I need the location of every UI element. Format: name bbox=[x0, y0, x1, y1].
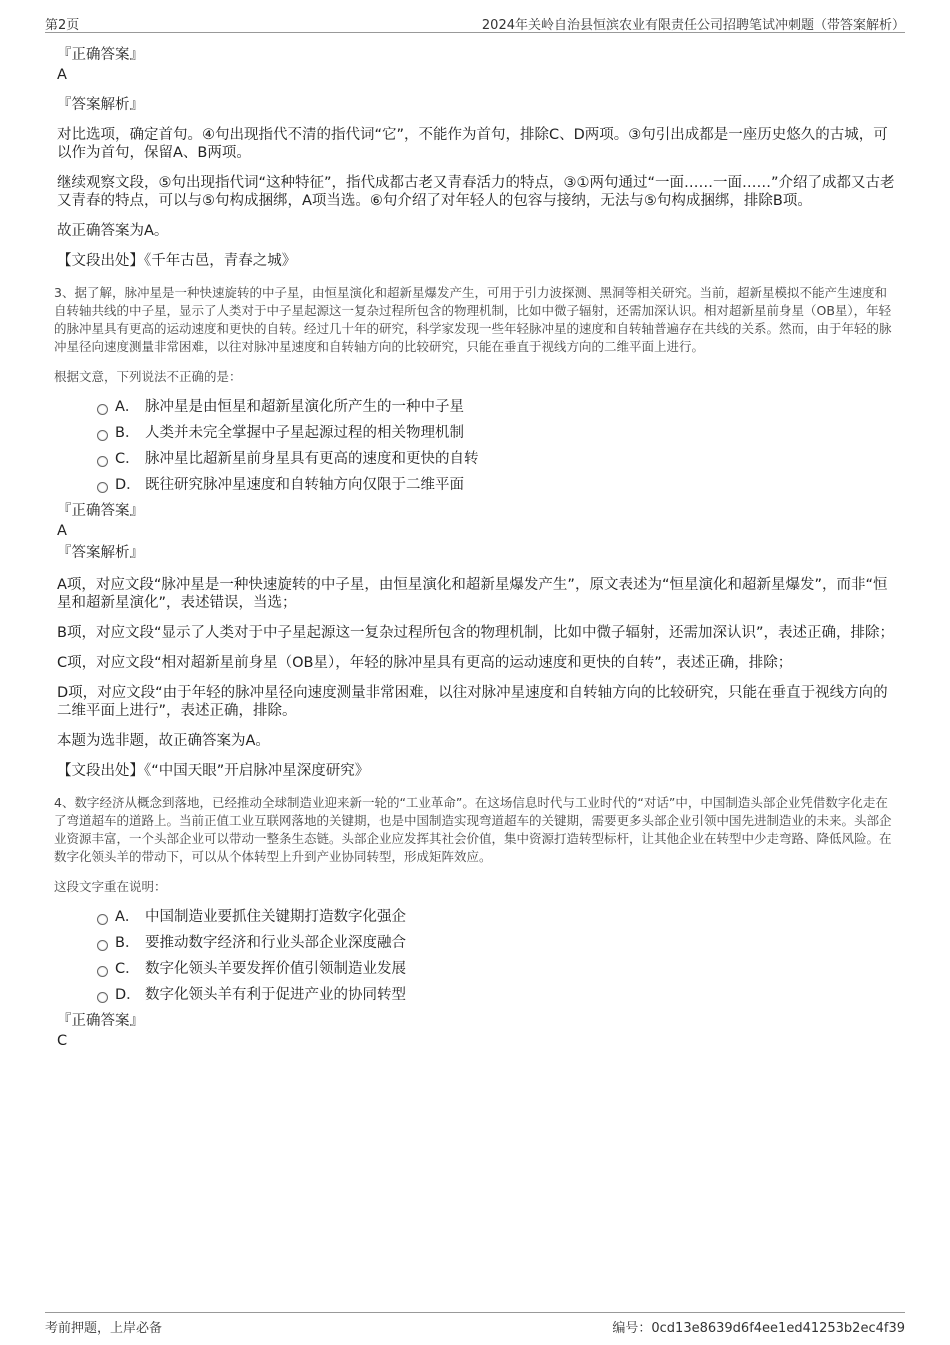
option-list bbox=[57, 398, 895, 502]
option-letter: D． bbox=[115, 477, 141, 493]
page-number: 第2页 bbox=[45, 18, 80, 33]
radio-button[interactable] bbox=[97, 430, 108, 441]
analysis-conclusion: 故正确答案为A。 bbox=[57, 223, 169, 239]
radio-button[interactable] bbox=[97, 482, 108, 493]
option-b[interactable] bbox=[57, 934, 895, 960]
analysis-paragraph: C项，对应文段“相对超新星前身星（OB星），年轻的脉冲星具有更高的运动速度和更快的自转”，表述正确，排除； bbox=[57, 655, 793, 671]
source-citation: 【文段出处】《“中国天眼”开启脉冲星深度研究》 bbox=[57, 763, 370, 779]
analysis-paragraph: A项，对应文段“脉冲星是一种快速旋转的中子星，由恒星演化和超新星爆发产生”，原文表述为“恒星演化和超新星爆发”，而非“恒星和超新星演化”，表述错误，当选； bbox=[57, 577, 888, 611]
option-list bbox=[57, 908, 895, 1012]
radio-button[interactable] bbox=[97, 404, 108, 415]
document-title: 2024年关岭自治县恒滨农业有限责任公司招聘笔试冲刺题（带答案解析） bbox=[481, 18, 905, 33]
page-footer bbox=[45, 1312, 905, 1335]
question-prompt: 根据文意，下列说法不正确的是： bbox=[54, 369, 242, 384]
analysis-label: 『答案解析』 bbox=[57, 545, 144, 561]
option-letter: A． bbox=[115, 399, 140, 415]
option-text: 人类并未完全掌握中子星起源过程的相关物理机制 bbox=[145, 425, 464, 441]
option-d[interactable] bbox=[57, 986, 895, 1012]
radio-button[interactable] bbox=[97, 914, 108, 925]
radio-button[interactable] bbox=[97, 456, 108, 467]
analysis-paragraph: D项，对应文段“由于年轻的脉冲星径向速度测量非常困难，以往对脉冲星速度和自转轴方向的比较研究，只能在垂直于视线方向的二维平面上进行”，表述正确，排除。 bbox=[57, 685, 888, 719]
document-id: 编号：0cd13e8639d6f4ee1ed41253b2ec4f39 bbox=[612, 1321, 905, 1336]
analysis-paragraph: 继续观察文段，⑤句出现指代词“这种特征”，指代成都古老又青春活力的特点，③①两句通过“一面……一面……”介绍了成都又古老又青春的特点，可以与⑤句构成捆绑，A项当选。⑥句介绍了对年轻人的包容与接纳，无法与⑤句构成捆绑，排除B项。 bbox=[57, 175, 895, 209]
option-text: 数字化领头羊要发挥价值引领制造业发展 bbox=[145, 961, 406, 977]
answer-label: 『正确答案』 bbox=[57, 47, 144, 63]
option-text: 数字化领头羊有利于促进产业的协同转型 bbox=[145, 987, 406, 1003]
option-b[interactable] bbox=[57, 424, 895, 450]
answer-label: 『正确答案』 bbox=[57, 1013, 144, 1029]
option-letter: A． bbox=[115, 909, 140, 925]
answer-label: 『正确答案』 bbox=[57, 503, 144, 519]
analysis-paragraph: B项，对应文段“显示了人类对于中子星起源这一复杂过程所包含的物理机制，比如中微子辐射，还需加深认识”，表述正确，排除； bbox=[57, 625, 894, 641]
option-letter: B． bbox=[115, 425, 140, 441]
answer-value: C bbox=[57, 1033, 68, 1049]
page-content bbox=[54, 46, 895, 1050]
option-text: 脉冲星是由恒星和超新星演化所产生的一种中子星 bbox=[145, 399, 464, 415]
analysis-paragraph: 对比选项，确定首句。④句出现指代不清的指代词“它”，不能作为首句，排除C、D两项。③句引出成都是一座历史悠久的古城，可以作为首句，保留A、B两项。 bbox=[57, 127, 888, 161]
question-stem: 3、据了解，脉冲星是一种快速旋转的中子星，由恒星演化和超新星爆发产生，可用于引力波探测、黑洞等相关研究。当前，超新星模拟不能产生速度和自转轴共线的中子星，显示了人类对于中子星起源这一复杂过程所包含的物理机制，比如中微子辐射，还需加深认识。相对超新星前身星（OB星），年轻的脉冲星具有更高的运动速度和更快的自转。经过几十年的研究，科学家发现一些年轻脉冲星的速度和自转轴普遍存在共线的关系。然而，由于年轻的脉冲星径向速度测量非常困难，以往对脉冲星速度和自转轴方向的比较研究，只能在垂直于视线方向的二维平面上进行。 bbox=[54, 285, 892, 354]
analysis-conclusion: 本题为选非题，故正确答案为A。 bbox=[57, 733, 270, 749]
option-a[interactable] bbox=[57, 908, 895, 934]
option-letter: B． bbox=[115, 935, 140, 951]
option-letter: D． bbox=[115, 987, 141, 1003]
option-text: 要推动数字经济和行业头部企业深度融合 bbox=[145, 935, 406, 951]
option-c[interactable] bbox=[57, 960, 895, 986]
option-c[interactable] bbox=[57, 450, 895, 476]
answer-value: A bbox=[57, 67, 67, 83]
option-text: 既往研究脉冲星速度和自转轴方向仅限于二维平面 bbox=[145, 477, 464, 493]
option-a[interactable] bbox=[57, 398, 895, 424]
radio-button[interactable] bbox=[97, 992, 108, 1003]
option-letter: C． bbox=[115, 451, 140, 467]
question-stem: 4、数字经济从概念到落地，已经推动全球制造业迎来新一轮的“工业革命”。在这场信息时代与工业时代的“对话”中，中国制造头部企业凭借数字化走在了弯道超车的道路上。当前正值工业互联网落地的关键期，也是中国制造实现弯道超车的关键期，需要更多头部企业引领中国先进制造业的未来。头部企业资源丰富，一个头部企业可以带动一整条生态链。头部企业应发挥其社会价值，集中资源打造转型标杆，让其他企业在转型中少走弯路、降低风险。在数字化领头羊的带动下，可以从个体转型上升到产业协同转型，形成矩阵效应。 bbox=[54, 795, 892, 864]
option-text: 中国制造业要抓住关键期打造数字化强企 bbox=[145, 909, 406, 925]
question-prompt: 这段文字重在说明： bbox=[54, 879, 167, 894]
option-letter: C． bbox=[115, 961, 140, 977]
answer-value: A bbox=[57, 523, 67, 539]
analysis-label: 『答案解析』 bbox=[57, 97, 144, 113]
radio-button[interactable] bbox=[97, 966, 108, 977]
footer-slogan: 考前押题，上岸必备 bbox=[45, 1321, 163, 1336]
option-text: 脉冲星比超新星前身星具有更高的速度和更快的自转 bbox=[145, 451, 479, 467]
source-citation: 【文段出处】《千年古邑，青春之城》 bbox=[57, 253, 297, 269]
page-header bbox=[45, 12, 905, 33]
radio-button[interactable] bbox=[97, 940, 108, 951]
option-d[interactable] bbox=[57, 476, 895, 502]
